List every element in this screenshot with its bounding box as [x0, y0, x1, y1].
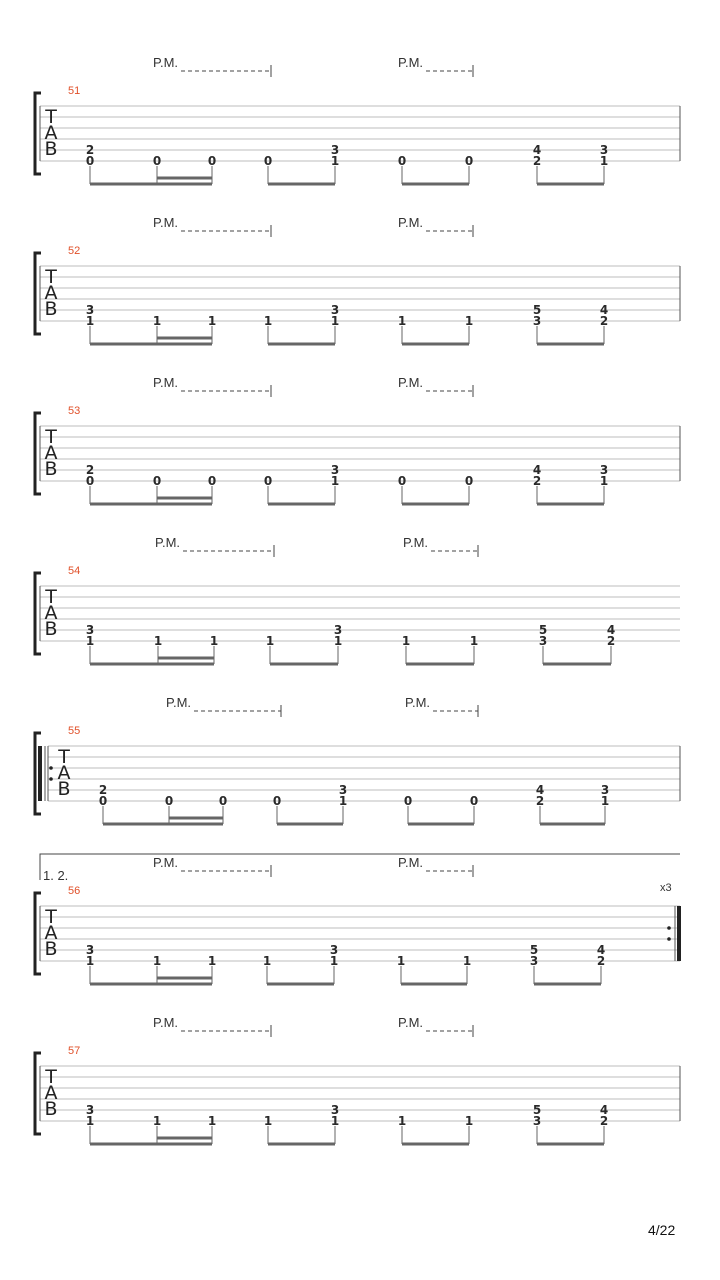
bar-number: 55 — [68, 725, 81, 737]
tab-clef-letter: B — [44, 618, 58, 640]
palm-mute-label: P.M. — [398, 855, 424, 870]
fret-number: 3 — [330, 303, 340, 317]
bar-number: 52 — [68, 245, 81, 257]
tab-clef-letter: T — [58, 746, 70, 768]
fret-number: 1 — [262, 954, 272, 968]
fret-number: 3 — [330, 143, 340, 157]
fret-number: 2 — [599, 314, 609, 328]
fret-number: 0 — [397, 474, 407, 488]
fret-number: 1 — [85, 314, 95, 328]
fret-number: 3 — [529, 954, 539, 968]
fret-number: 5 — [529, 943, 539, 957]
fret-number: 0 — [207, 154, 217, 168]
fret-number: 3 — [599, 463, 609, 477]
tab-clef-letter: A — [44, 282, 58, 304]
tab-clef-letter: A — [44, 922, 58, 944]
tab-clef-letter: T — [45, 1066, 57, 1088]
fret-number: 5 — [538, 623, 548, 637]
tab-clef-letter: A — [44, 1082, 58, 1104]
tab-system — [35, 55, 680, 184]
fret-number: 2 — [98, 783, 108, 797]
volta-label: 1. 2. — [43, 868, 69, 883]
fret-number: 0 — [98, 794, 108, 808]
palm-mute-label: P.M. — [398, 55, 424, 70]
palm-mute-label: P.M. — [153, 1015, 179, 1030]
palm-mute-label: P.M. — [398, 375, 424, 390]
fret-number: 1 — [396, 954, 406, 968]
tab-clef-letter: T — [45, 266, 57, 288]
fret-number: 1 — [330, 314, 340, 328]
tab-system — [35, 695, 680, 824]
tab-clef-letter: A — [44, 602, 58, 624]
tab-clef-letter: B — [44, 298, 58, 320]
fret-number: 1 — [469, 634, 479, 648]
fret-number: 4 — [596, 943, 606, 957]
fret-number: 3 — [329, 943, 339, 957]
fret-number: 3 — [85, 1103, 95, 1117]
repeat-start-thick-bar — [38, 746, 42, 801]
fret-number: 0 — [272, 794, 282, 808]
fret-number: 2 — [85, 143, 95, 157]
fret-number: 2 — [85, 463, 95, 477]
tab-clef-letter: A — [57, 762, 71, 784]
tab-clef-letter: T — [45, 426, 57, 448]
fret-number: 5 — [532, 303, 542, 317]
palm-mute-label: P.M. — [155, 535, 181, 550]
fret-number: 4 — [606, 623, 616, 637]
fret-number: 3 — [330, 463, 340, 477]
fret-number: 1 — [464, 314, 474, 328]
palm-mute-label: P.M. — [398, 215, 424, 230]
tab-clef-letter: A — [44, 122, 58, 144]
fret-number: 3 — [532, 314, 542, 328]
fret-number: 2 — [532, 154, 542, 168]
fret-number: 1 — [85, 1114, 95, 1128]
repeat-dot — [49, 766, 53, 770]
fret-number: 3 — [333, 623, 343, 637]
fret-number: 0 — [263, 154, 273, 168]
fret-number: 3 — [85, 303, 95, 317]
fret-number: 0 — [403, 794, 413, 808]
systems-layer — [35, 55, 681, 1144]
fret-number: 0 — [397, 154, 407, 168]
fret-number: 1 — [207, 954, 217, 968]
tab-system — [35, 1015, 680, 1144]
palm-mute-label: P.M. — [153, 375, 179, 390]
tab-clef-letter: B — [44, 938, 58, 960]
tab-system — [35, 375, 680, 504]
bar-number: 51 — [68, 85, 81, 97]
fret-number: 4 — [532, 463, 542, 477]
bar-number: 56 — [68, 885, 81, 897]
fret-number: 0 — [263, 474, 273, 488]
fret-number: 4 — [535, 783, 545, 797]
repeat-dot — [667, 926, 671, 930]
fret-number: 0 — [218, 794, 228, 808]
palm-mute-label: P.M. — [153, 55, 179, 70]
palm-mute-label: P.M. — [153, 855, 179, 870]
fret-number: 2 — [532, 474, 542, 488]
repeat-dot — [667, 937, 671, 941]
palm-mute-label: P.M. — [405, 695, 431, 710]
tab-clef-letter: B — [44, 138, 58, 160]
fret-number: 0 — [85, 474, 95, 488]
repeat-end-thick-bar — [677, 906, 681, 961]
bar-number: 53 — [68, 405, 81, 417]
fret-number: 1 — [329, 954, 339, 968]
fret-number: 3 — [538, 634, 548, 648]
fret-number: 0 — [469, 794, 479, 808]
palm-mute-label: P.M. — [398, 1015, 424, 1030]
fret-number: 1 — [207, 314, 217, 328]
tab-clef-letter: T — [45, 586, 57, 608]
tab-clef-letter: A — [44, 442, 58, 464]
fret-number: 2 — [535, 794, 545, 808]
repeat-dot — [49, 777, 53, 781]
fret-number: 1 — [397, 314, 407, 328]
fret-number: 4 — [599, 303, 609, 317]
fret-number: 0 — [152, 474, 162, 488]
fret-number: 1 — [209, 634, 219, 648]
repeat-count: x3 — [660, 882, 672, 894]
page-number: 4/22 — [648, 1222, 676, 1238]
fret-number: 1 — [330, 154, 340, 168]
fret-number: 0 — [464, 154, 474, 168]
fret-number: 2 — [599, 1114, 609, 1128]
fret-number: 4 — [532, 143, 542, 157]
fret-number: 1 — [85, 954, 95, 968]
volta-bracket — [40, 854, 680, 880]
fret-number: 1 — [462, 954, 472, 968]
tab-clef-letter: T — [45, 106, 57, 128]
fret-number: 3 — [338, 783, 348, 797]
fret-number: 1 — [464, 1114, 474, 1128]
fret-number: 0 — [164, 794, 174, 808]
fret-number: 1 — [265, 634, 275, 648]
tab-system — [35, 535, 680, 664]
fret-number: 5 — [532, 1103, 542, 1117]
fret-number: 1 — [599, 154, 609, 168]
fret-number: 0 — [207, 474, 217, 488]
fret-number: 3 — [85, 623, 95, 637]
fret-number: 1 — [330, 1114, 340, 1128]
fret-number: 1 — [397, 1114, 407, 1128]
fret-number: 3 — [599, 143, 609, 157]
fret-number: 1 — [338, 794, 348, 808]
fret-number: 1 — [263, 1114, 273, 1128]
fret-number: 1 — [152, 314, 162, 328]
fret-number: 1 — [600, 794, 610, 808]
fret-number: 1 — [207, 1114, 217, 1128]
fret-number: 1 — [333, 634, 343, 648]
fret-number: 3 — [532, 1114, 542, 1128]
bar-number: 54 — [68, 565, 81, 577]
fret-number: 1 — [85, 634, 95, 648]
palm-mute-label: P.M. — [166, 695, 192, 710]
tab-system — [35, 854, 681, 984]
fret-number: 0 — [85, 154, 95, 168]
fret-number: 3 — [85, 943, 95, 957]
fret-number: 1 — [152, 954, 162, 968]
fret-number: 1 — [263, 314, 273, 328]
fret-number: 2 — [606, 634, 616, 648]
fret-number: 3 — [600, 783, 610, 797]
tab-clef-letter: B — [44, 1098, 58, 1120]
bar-number: 57 — [68, 1045, 81, 1057]
fret-number: 1 — [153, 634, 163, 648]
fret-number: 2 — [596, 954, 606, 968]
fret-number: 3 — [330, 1103, 340, 1117]
fret-number: 1 — [330, 474, 340, 488]
palm-mute-label: P.M. — [153, 215, 179, 230]
fret-number: 0 — [152, 154, 162, 168]
tab-clef-letter: T — [45, 906, 57, 928]
fret-number: 1 — [599, 474, 609, 488]
fret-number: 1 — [152, 1114, 162, 1128]
palm-mute-label: P.M. — [403, 535, 429, 550]
fret-number: 4 — [599, 1103, 609, 1117]
tab-clef-letter: B — [57, 778, 71, 800]
fret-number: 1 — [401, 634, 411, 648]
tab-clef-letter: B — [44, 458, 58, 480]
tab-system — [35, 215, 680, 344]
fret-number: 0 — [464, 474, 474, 488]
